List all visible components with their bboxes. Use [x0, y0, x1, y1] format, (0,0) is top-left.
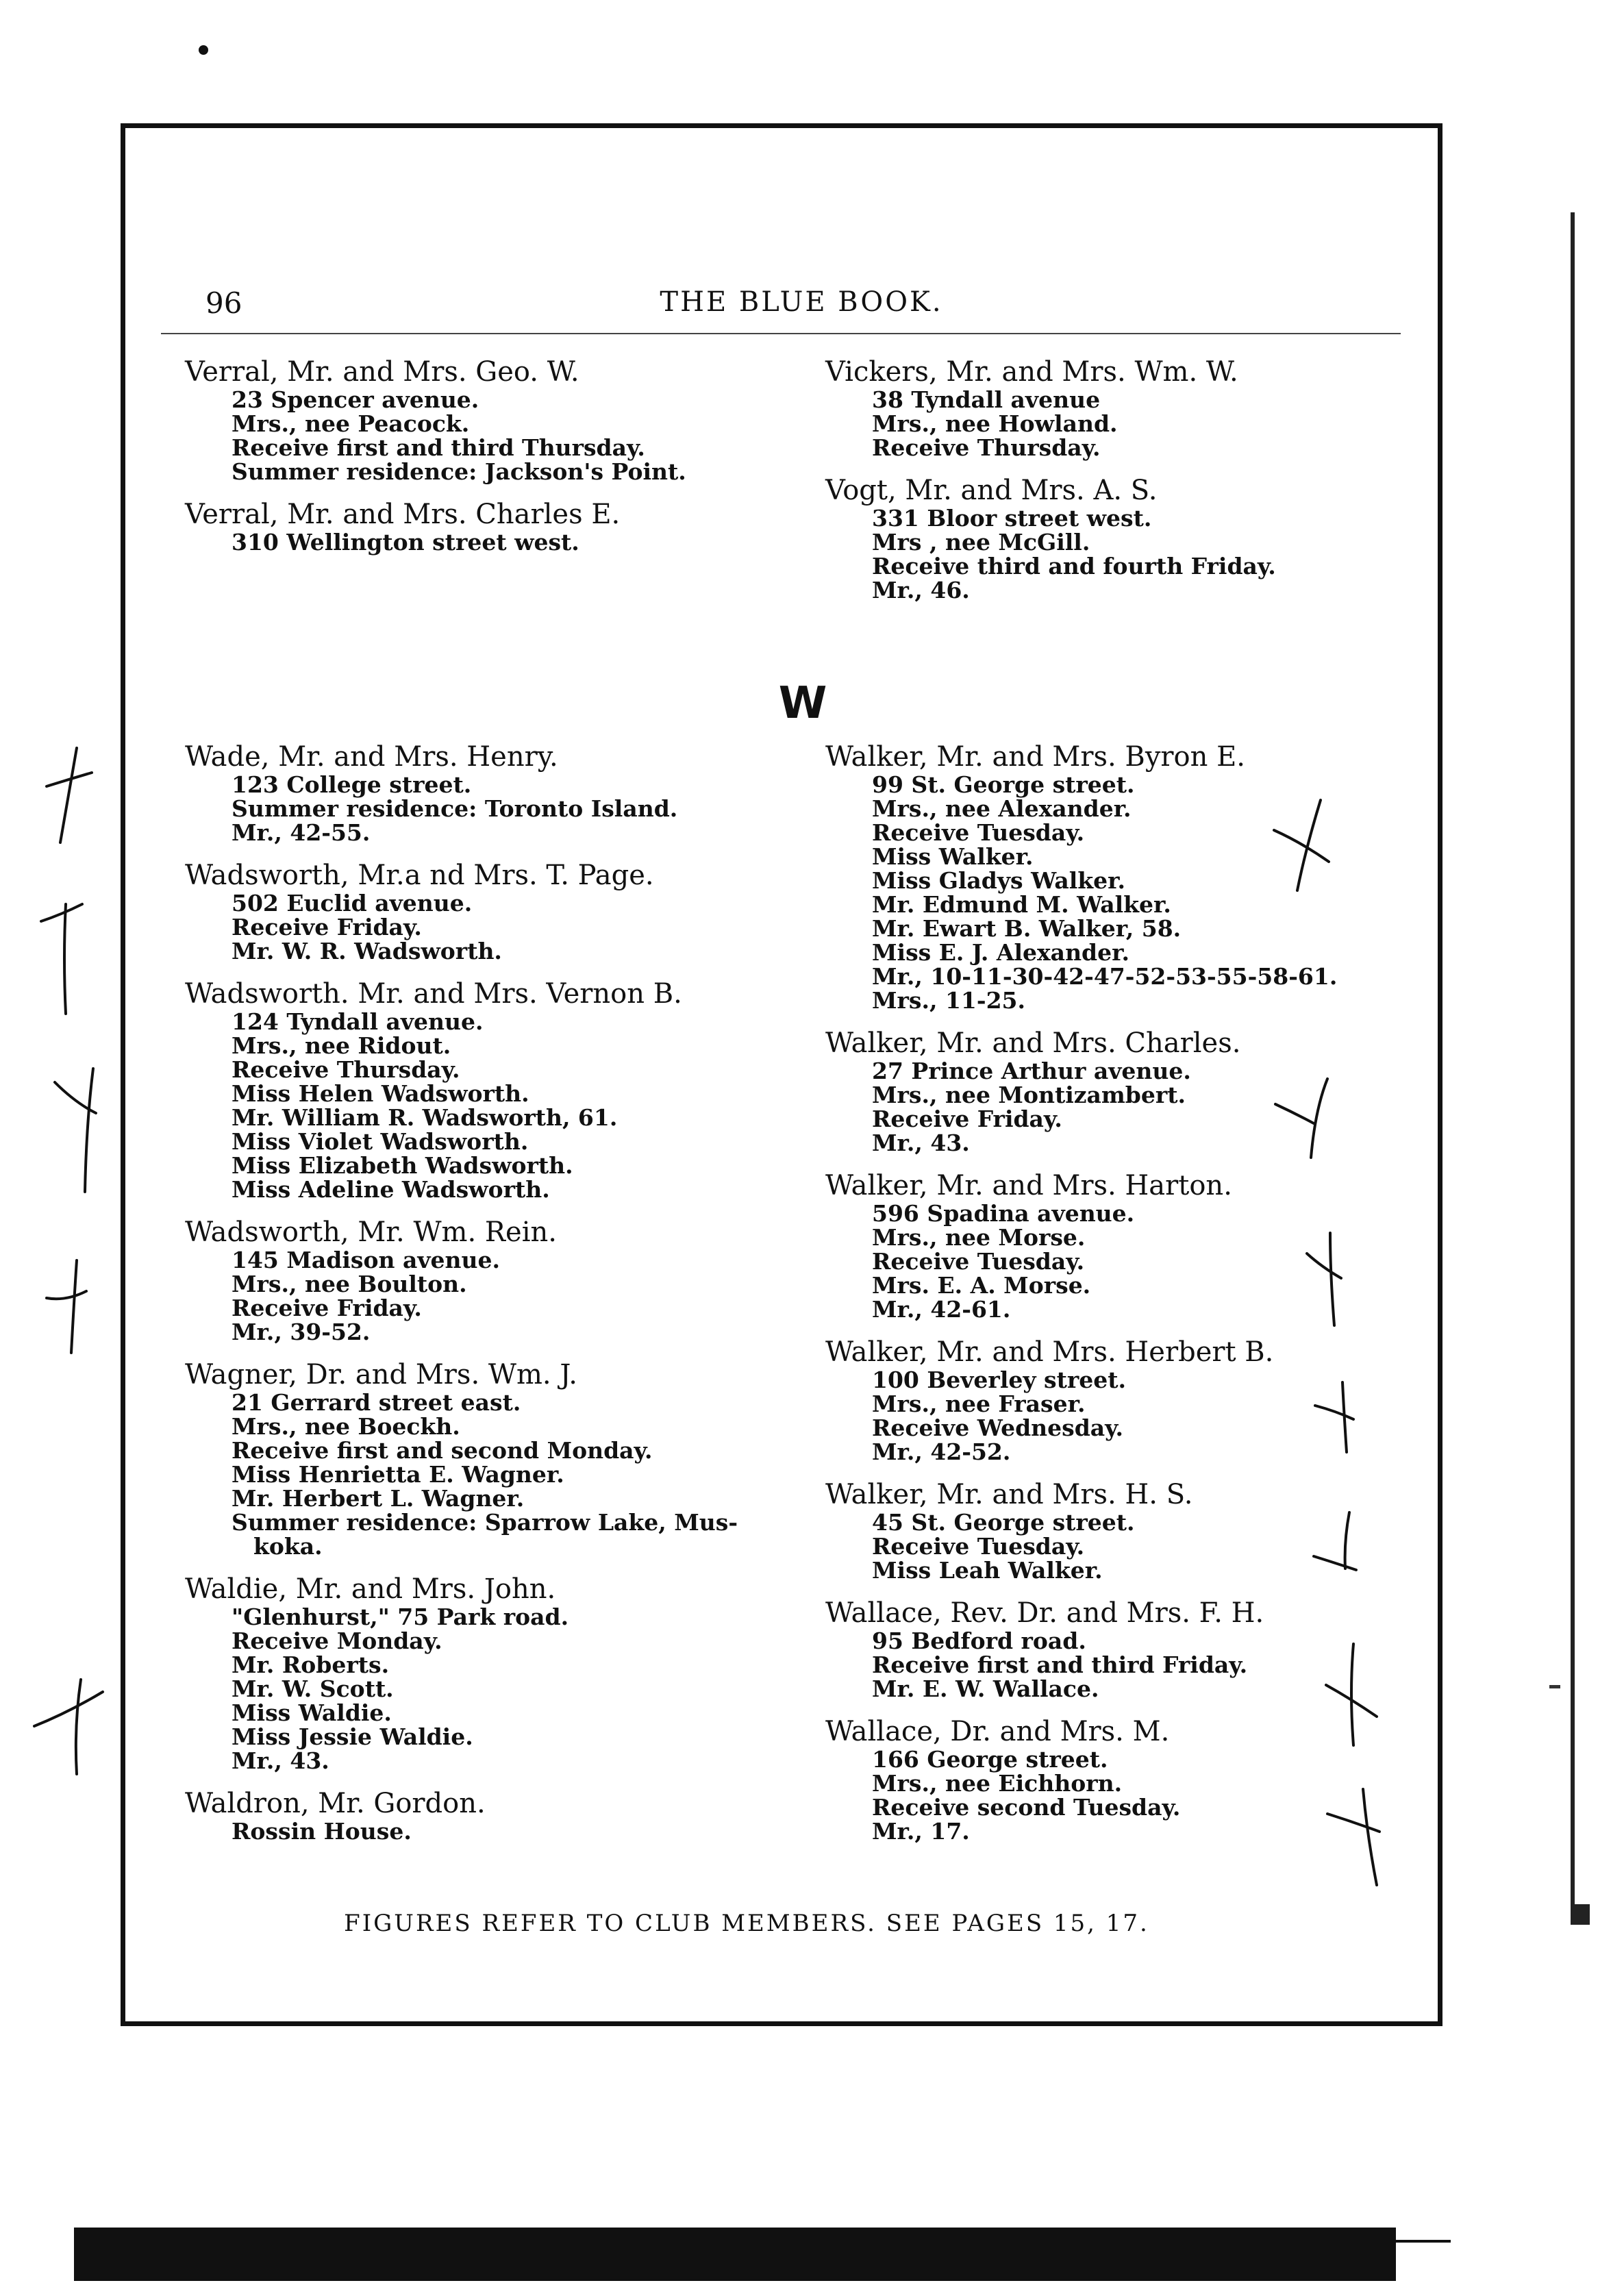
- entry-detail-line: Mr., 42-52.: [872, 1438, 1011, 1465]
- entry-detail-line: Mr. W. R. Wadsworth.: [232, 938, 502, 964]
- entry-detail-line: Miss Leah Walker.: [872, 1557, 1103, 1584]
- entry-name: Walker, Mr. and Mrs. Harton.: [825, 1170, 1232, 1201]
- entry-name: Wadsworth. Mr. and Mrs. Vernon B.: [185, 978, 682, 1010]
- page-number: 96: [205, 286, 242, 320]
- entry-detail-line: 23 Spencer avenue.: [232, 386, 479, 413]
- entry-detail-line: Mrs. E. A. Morse.: [872, 1272, 1091, 1299]
- entry-detail-line: Miss Henrietta E. Wagner.: [232, 1461, 564, 1488]
- entry-detail-line: Receive Wednesday.: [872, 1414, 1124, 1441]
- entry-detail-line: Receive second Tuesday.: [872, 1794, 1181, 1821]
- check-mark: [1274, 800, 1329, 890]
- entry-detail-line: Miss Helen Wadsworth.: [232, 1080, 529, 1107]
- entry-detail-line: Rossin House.: [232, 1818, 412, 1845]
- entry-name: Vickers, Mr. and Mrs. Wm. W.: [825, 356, 1238, 388]
- check-mark: [1315, 1382, 1353, 1452]
- entry-detail-line: Mrs., nee Morse.: [872, 1224, 1086, 1251]
- footer-note: FIGURES REFER TO CLUB MEMBERS. SEE PAGES 15, 17.: [344, 1910, 1149, 1937]
- entry-detail-line: Receive Friday.: [232, 1295, 422, 1321]
- entry-name: Verral, Mr. and Mrs. Geo. W.: [185, 356, 579, 388]
- entry-detail-line: Summer residence: Jackson's Point.: [232, 458, 686, 485]
- entry-detail-line: Miss Adeline Wadsworth.: [232, 1176, 550, 1203]
- entry-name: Vogt, Mr. and Mrs. A. S.: [825, 475, 1158, 506]
- check-mark: [41, 904, 82, 1014]
- entry-detail-line: Summer residence: Toronto Island.: [232, 795, 678, 822]
- entry-detail-line: 100 Beverley street.: [872, 1367, 1126, 1393]
- entry-detail-line: Receive Monday.: [232, 1627, 442, 1654]
- entry-detail-line: Mrs., nee Montizambert.: [872, 1082, 1186, 1108]
- running-title: THE BLUE BOOK.: [660, 286, 943, 318]
- section-letter: W: [778, 678, 825, 729]
- entry-detail-continuation: koka.: [253, 1533, 323, 1560]
- entry-detail-line: Mrs., nee Alexander.: [872, 795, 1132, 822]
- entry-detail-line: Mr. W. Scott.: [232, 1675, 394, 1702]
- entry-detail-line: Summer residence: Sparrow Lake, Mus-: [232, 1509, 738, 1536]
- entry-name: Wallace, Rev. Dr. and Mrs. F. H.: [825, 1597, 1264, 1629]
- entry-detail-line: Receive third and fourth Friday.: [872, 553, 1276, 579]
- entry-detail-line: Receive Thursday.: [872, 434, 1101, 461]
- entry-detail-line: Mrs., 11-25.: [872, 987, 1025, 1014]
- entry-detail-line: Mr. E. W. Wallace.: [872, 1675, 1099, 1702]
- entry-detail-line: Miss Gladys Walker.: [872, 867, 1125, 894]
- entry-detail-line: Mr., 17.: [872, 1818, 970, 1845]
- check-mark: [55, 1069, 96, 1192]
- entry-detail-line: 123 College street.: [232, 771, 472, 798]
- entry-detail-line: Mr. Ewart B. Walker, 58.: [872, 915, 1182, 942]
- entry-detail-line: Receive first and second Monday.: [232, 1437, 653, 1464]
- check-mark: [1327, 1789, 1379, 1885]
- entry-name: Wadsworth, Mr. Wm. Rein.: [185, 1217, 557, 1248]
- entry-detail-line: "Glenhurst," 75 Park road.: [232, 1604, 569, 1630]
- check-mark: [1326, 1644, 1377, 1745]
- entry-detail-line: Mr., 46.: [872, 577, 970, 603]
- entry-name: Wallace, Dr. and Mrs. M.: [825, 1716, 1170, 1747]
- entry-detail-line: 166 George street.: [872, 1746, 1108, 1773]
- entry-detail-line: 99 St. George street.: [872, 771, 1135, 798]
- entry-detail-line: Receive first and third Thursday.: [232, 434, 645, 461]
- entry-detail-line: Mr. Herbert L. Wagner.: [232, 1485, 525, 1512]
- check-mark: [1314, 1512, 1356, 1570]
- entry-name: Wade, Mr. and Mrs. Henry.: [185, 741, 558, 773]
- entry-detail-line: 21 Gerrard street east.: [232, 1389, 521, 1416]
- entry-detail-line: Miss Elizabeth Wadsworth.: [232, 1152, 573, 1179]
- entry-name: Walker, Mr. and Mrs. Charles.: [825, 1027, 1241, 1059]
- entry-detail-line: Mrs., nee Eichhorn.: [872, 1770, 1123, 1797]
- entry-detail-line: Mr., 43.: [872, 1130, 970, 1156]
- entry-name: Walker, Mr. and Mrs. H. S.: [825, 1479, 1193, 1510]
- entry-detail-line: Mrs., nee Ridout.: [232, 1032, 451, 1059]
- entry-detail-line: 596 Spadina avenue.: [872, 1200, 1135, 1227]
- entry-detail-line: 502 Euclid avenue.: [232, 890, 473, 916]
- entry-name: Wagner, Dr. and Mrs. Wm. J.: [185, 1359, 577, 1390]
- entry-detail-line: Mr. William R. Wadsworth, 61.: [232, 1104, 618, 1131]
- entry-detail-line: Receive Tuesday.: [872, 1248, 1085, 1275]
- entry-detail-line: 145 Madison avenue.: [232, 1247, 500, 1273]
- entry-detail-line: 331 Bloor street west.: [872, 505, 1152, 532]
- entry-detail-line: 310 Wellington street west.: [232, 529, 579, 556]
- entry-detail-line: Mrs., nee Peacock.: [232, 410, 470, 437]
- entry-name: Walker, Mr. and Mrs. Byron E.: [825, 741, 1246, 773]
- entry-detail-line: 38 Tyndall avenue: [872, 386, 1101, 413]
- entry-detail-line: Receive Tuesday.: [872, 819, 1085, 846]
- entry-detail-line: Miss Walker.: [872, 843, 1034, 870]
- entry-detail-line: 27 Prince Arthur avenue.: [872, 1058, 1191, 1084]
- entry-name: Waldie, Mr. and Mrs. John.: [185, 1573, 556, 1605]
- entry-detail-line: Mrs., nee Boulton.: [232, 1271, 467, 1297]
- check-mark: [34, 1680, 103, 1774]
- entry-detail-line: Mr., 10-11-30-42-47-52-53-55-58-61.: [872, 963, 1338, 990]
- check-mark: [1307, 1233, 1341, 1325]
- entry-detail-line: Mr., 42-55.: [232, 819, 371, 846]
- entry-detail-line: 95 Bedford road.: [872, 1627, 1086, 1654]
- check-mark: [1275, 1079, 1327, 1158]
- entry-detail-line: Mrs , nee McGill.: [872, 529, 1090, 556]
- entry-detail-line: Miss E. J. Alexander.: [872, 939, 1129, 966]
- entry-name: Waldron, Mr. Gordon.: [185, 1788, 486, 1819]
- entry-detail-line: Mrs., nee Fraser.: [872, 1390, 1086, 1417]
- entry-detail-line: Mr., 43.: [232, 1747, 329, 1774]
- entry-detail-line: Receive Tuesday.: [872, 1533, 1085, 1560]
- entry-detail-line: Receive Friday.: [232, 914, 422, 940]
- entry-detail-line: Miss Jessie Waldie.: [232, 1723, 473, 1750]
- entry-name: Wadsworth, Mr.a nd Mrs. T. Page.: [185, 860, 654, 891]
- entry-detail-line: Mrs., nee Boeckh.: [232, 1413, 460, 1440]
- entry-detail-line: Mr., 39-52.: [232, 1319, 371, 1345]
- entry-detail-line: Mrs., nee Howland.: [872, 410, 1118, 437]
- entry-detail-line: Receive Thursday.: [232, 1056, 460, 1083]
- entry-detail-line: 124 Tyndall avenue.: [232, 1008, 484, 1035]
- entry-detail-line: Mr. Roberts.: [232, 1651, 390, 1678]
- entry-detail-line: Mr., 42-61.: [872, 1296, 1011, 1323]
- entry-detail-line: Miss Violet Wadsworth.: [232, 1128, 529, 1155]
- check-mark: [47, 748, 92, 843]
- entry-detail-line: Miss Waldie.: [232, 1699, 392, 1726]
- entry-detail-line: Mr. Edmund M. Walker.: [872, 891, 1171, 918]
- check-mark: [47, 1260, 86, 1353]
- entry-name: Verral, Mr. and Mrs. Charles E.: [185, 499, 621, 530]
- entry-detail-line: Receive first and third Friday.: [872, 1651, 1248, 1678]
- entry-detail-line: Receive Friday.: [872, 1106, 1062, 1132]
- entry-detail-line: 45 St. George street.: [872, 1509, 1135, 1536]
- entry-name: Walker, Mr. and Mrs. Herbert B.: [825, 1336, 1274, 1368]
